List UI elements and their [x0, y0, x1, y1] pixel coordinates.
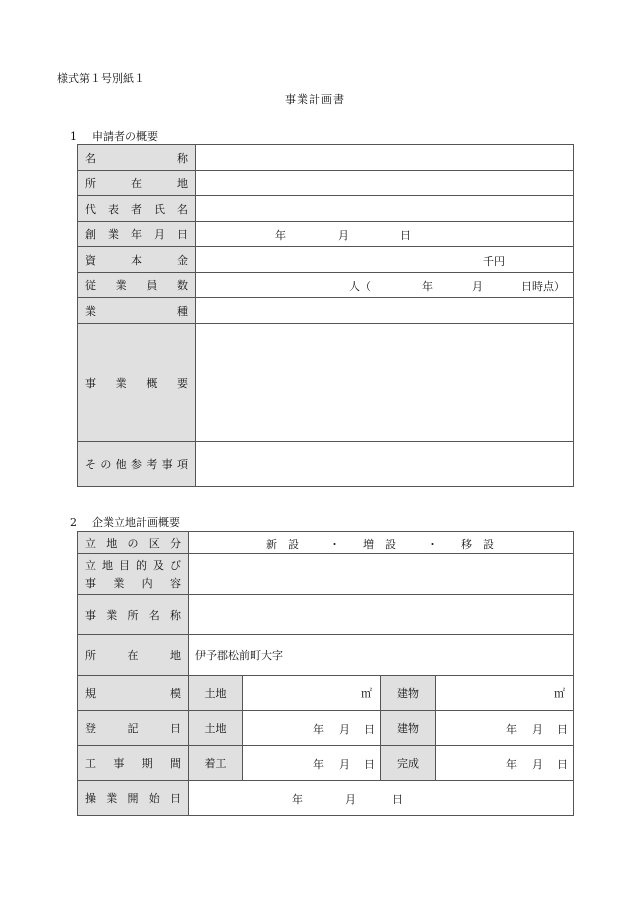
- field-purpose[interactable]: [189, 554, 574, 595]
- label-char: 地: [106, 536, 118, 550]
- label-business-summary: [78, 324, 196, 442]
- label-char: 概: [146, 376, 158, 390]
- label-text: [78, 175, 195, 191]
- separator-dot: ・: [329, 537, 340, 551]
- label-address: [78, 171, 196, 196]
- label-char: 創: [85, 228, 96, 241]
- label-char: 事: [85, 577, 96, 590]
- label-other-notes: [78, 442, 196, 487]
- label-text: [78, 755, 188, 771]
- label-char: 月: [154, 228, 165, 241]
- label-char: び: [170, 559, 181, 572]
- label-char: 称: [170, 608, 181, 622]
- capital-unit: 千円: [483, 254, 505, 268]
- label-char: 数: [176, 279, 188, 292]
- row-category: [78, 532, 574, 554]
- label-char: 地: [170, 649, 181, 662]
- label-char: 従: [85, 279, 96, 292]
- label-char: 及: [153, 559, 164, 572]
- label-char: 間: [169, 757, 181, 770]
- label-industry: [78, 298, 196, 324]
- field-land-area[interactable]: [243, 676, 381, 711]
- sublabel-building: 建物: [381, 711, 436, 746]
- field-construction-start[interactable]: [243, 746, 381, 781]
- label-text: [78, 607, 188, 623]
- month-unit: 月: [532, 723, 543, 736]
- row-founded: [78, 222, 574, 247]
- label-char: 所: [127, 608, 139, 622]
- label-char: そ: [85, 458, 96, 471]
- site-address-value: 伊予郡松前町大字: [195, 649, 283, 662]
- label-char: 業: [115, 279, 127, 292]
- month-unit: 月: [532, 758, 543, 771]
- label-char: 代: [85, 202, 96, 216]
- applicant-table: [77, 144, 574, 487]
- section2-number: 2: [70, 516, 77, 529]
- section2-heading: [70, 514, 180, 530]
- year-unit: 年: [275, 229, 286, 242]
- sublabel-completion: 完成: [381, 746, 436, 781]
- label-char: 登: [85, 722, 96, 735]
- label-char: 事: [85, 608, 96, 622]
- label-text: [78, 647, 188, 663]
- field-category[interactable]: [189, 532, 574, 554]
- label-char: 在: [127, 649, 139, 662]
- field-name[interactable]: [196, 145, 574, 171]
- label-char: 名: [177, 202, 188, 216]
- option-relocation[interactable]: 移 設: [461, 537, 494, 551]
- sublabel-land: 土地: [189, 676, 243, 711]
- month-unit: 月: [339, 758, 350, 771]
- field-other-notes[interactable]: [196, 442, 574, 487]
- people-unit: 人（: [349, 280, 371, 293]
- label-char: 地: [177, 177, 188, 190]
- label-char: 的: [136, 559, 147, 572]
- label-name: [78, 145, 196, 171]
- sqm-unit: ㎡: [554, 687, 565, 700]
- label-char: 表: [108, 202, 119, 216]
- sublabel-land: 土地: [189, 711, 243, 746]
- year-unit: 年: [422, 280, 433, 293]
- document-title: 事業計画書: [285, 93, 345, 106]
- year-unit: 年: [506, 723, 517, 736]
- year-unit: 年: [506, 758, 517, 771]
- label-char: 開: [127, 792, 139, 805]
- label-text: [78, 720, 188, 736]
- label-char: 所: [85, 649, 96, 662]
- label-char: 模: [170, 687, 181, 700]
- label-char: 要: [176, 376, 188, 390]
- option-expansion[interactable]: 増 設: [363, 537, 396, 551]
- label-char: 称: [177, 151, 188, 165]
- label-char: 所: [85, 177, 96, 190]
- label-char: 他: [115, 458, 127, 471]
- label-char: 名: [85, 151, 96, 165]
- label-text: [78, 201, 195, 217]
- label-char: 始: [148, 792, 160, 805]
- label-char: 分: [170, 536, 181, 550]
- label-char: 種: [177, 304, 188, 318]
- row-site-address: [78, 635, 574, 676]
- day-unit: 日: [400, 229, 411, 242]
- label-char: 工: [85, 757, 96, 770]
- day-unit: 日: [557, 758, 568, 771]
- label-founded: [78, 222, 196, 247]
- option-new[interactable]: 新 設: [266, 537, 299, 551]
- label-char: 氏: [154, 202, 165, 216]
- label-char: 業: [108, 228, 119, 241]
- label-char: 規: [85, 687, 96, 700]
- row-address: [78, 171, 574, 196]
- field-site-address[interactable]: [189, 635, 574, 676]
- label-char: 記: [127, 722, 139, 735]
- row-industry: [78, 298, 574, 324]
- year-unit: 年: [292, 793, 303, 806]
- label-capital: [78, 247, 196, 273]
- field-industry[interactable]: [196, 298, 574, 324]
- sublabel-start: 着工: [189, 746, 243, 781]
- label-char: 業: [106, 792, 118, 805]
- row-operation-start: [78, 781, 574, 816]
- field-representative[interactable]: [196, 196, 574, 222]
- row-scale: [78, 676, 574, 711]
- row-registration: [78, 711, 574, 746]
- label-category: [78, 532, 189, 554]
- section1-title: 申請者の概要: [92, 130, 158, 143]
- field-construction-end[interactable]: [436, 746, 574, 781]
- sublabel-building: 建物: [381, 676, 436, 711]
- month-unit: 月: [339, 723, 350, 736]
- label-char: 本: [131, 253, 142, 267]
- label-char: 員: [146, 279, 158, 292]
- separator-dot: ・: [427, 537, 438, 551]
- label-text: [85, 557, 181, 573]
- label-char: 事: [85, 376, 96, 390]
- field-office-name[interactable]: [189, 595, 574, 635]
- field-founded[interactable]: [196, 222, 574, 247]
- label-registration: [78, 711, 189, 746]
- label-char: 内: [141, 577, 153, 590]
- year-unit: 年: [313, 723, 324, 736]
- siting-table: [77, 531, 574, 816]
- row-employees: [78, 273, 574, 298]
- month-unit: 月: [345, 793, 356, 806]
- day-unit: 日: [364, 758, 375, 771]
- label-text: [78, 252, 195, 268]
- label-char: 資: [85, 253, 96, 267]
- label-char: 日: [177, 228, 188, 241]
- label-char: 業: [113, 577, 125, 590]
- label-char: 地: [102, 559, 113, 572]
- field-employees[interactable]: [196, 273, 574, 298]
- row-office-name: [78, 595, 574, 635]
- label-char: 在: [131, 177, 142, 190]
- label-char: 参: [130, 458, 142, 471]
- label-construction: [78, 746, 189, 781]
- field-land-registration-date[interactable]: [243, 711, 381, 746]
- row-purpose: [78, 554, 574, 595]
- label-char: 立: [85, 559, 96, 572]
- label-char: 容: [169, 577, 181, 590]
- label-char: 年: [131, 228, 142, 241]
- label-char: 事: [161, 458, 173, 471]
- label-char: 業: [115, 376, 127, 390]
- label-text: [78, 456, 195, 472]
- month-unit: 月: [472, 280, 483, 293]
- month-unit: 月: [338, 229, 349, 242]
- label-char: 目: [119, 559, 130, 572]
- label-char: 事: [113, 757, 125, 770]
- label-char: 業: [106, 608, 118, 622]
- label-char: 日: [170, 722, 181, 735]
- row-representative: [78, 196, 574, 222]
- label-char: 区: [148, 536, 160, 550]
- label-office-name: [78, 595, 189, 635]
- field-building-registration-date[interactable]: [436, 711, 574, 746]
- label-char: 日: [170, 792, 181, 805]
- year-unit: 年: [313, 758, 324, 771]
- section2-title: 企業立地計画概要: [92, 516, 180, 529]
- day-unit: 日: [392, 793, 403, 806]
- row-name: [78, 145, 574, 171]
- label-char: 操: [85, 792, 96, 805]
- sqm-unit: ㎡: [361, 687, 372, 700]
- day-unit: 日: [557, 723, 568, 736]
- day-unit: 日: [364, 723, 375, 736]
- label-text: [78, 790, 188, 806]
- label-text: [78, 535, 188, 551]
- row-construction: [78, 746, 574, 781]
- as-of-unit: 日時点）: [521, 280, 565, 293]
- section1-number: 1: [70, 130, 77, 143]
- field-capital[interactable]: [196, 247, 574, 273]
- field-address[interactable]: [196, 171, 574, 196]
- label-text: [85, 575, 181, 591]
- label-text: [78, 277, 195, 293]
- label-representative: [78, 196, 196, 222]
- form-id: 様式第１号別紙１: [57, 72, 145, 85]
- label-char: 名: [148, 608, 160, 622]
- row-other-notes: [78, 442, 574, 487]
- field-building-area[interactable]: [436, 676, 574, 711]
- label-char: 者: [131, 202, 142, 216]
- label-char: 期: [141, 757, 153, 770]
- label-site-address: [78, 635, 189, 676]
- field-operation-start[interactable]: [189, 781, 574, 816]
- label-char: 業: [85, 304, 96, 318]
- field-business-summary[interactable]: [196, 324, 574, 442]
- label-text: [78, 150, 195, 166]
- label-text: [78, 685, 188, 701]
- label-scale: [78, 676, 189, 711]
- label-char: の: [100, 458, 112, 471]
- label-operation-start: [78, 781, 189, 816]
- label-text: [78, 303, 195, 319]
- label-char: 立: [85, 536, 96, 550]
- label-employees: [78, 273, 196, 298]
- row-capital: [78, 247, 574, 273]
- label-purpose: [78, 554, 189, 595]
- label-text: [78, 226, 195, 242]
- label-text: [78, 375, 195, 391]
- label-char: 考: [146, 458, 158, 471]
- label-char: 項: [176, 458, 188, 471]
- row-business-summary: [78, 324, 574, 442]
- section1-heading: [70, 128, 158, 144]
- label-char: 金: [177, 253, 188, 267]
- label-char: の: [127, 536, 139, 550]
